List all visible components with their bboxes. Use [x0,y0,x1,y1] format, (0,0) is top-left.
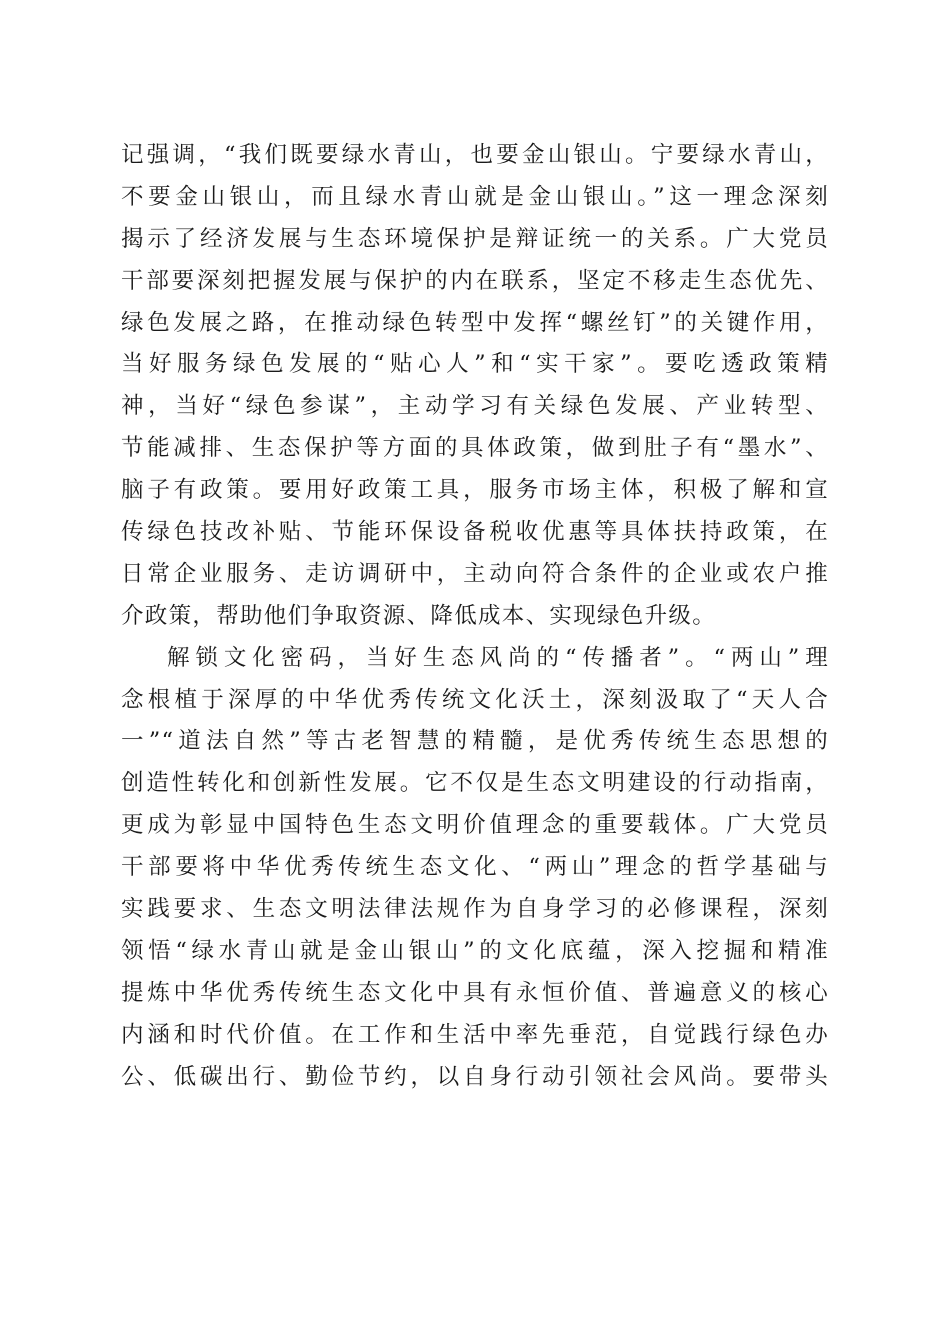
text-line: 更成为彰显中国特色生态文明价值理念的重要载体。广大党员 [121,812,829,839]
text-line: 介政策，帮助他们争取资源、降低成本、实现绿色升级。 [121,602,717,629]
text-line: 实践要求、生态文明法律法规作为自身学习的必修课程，深刻 [121,896,829,923]
text-line: 节能减排、生态保护等方面的具体政策，做到肚子有“墨水”、 [121,435,829,462]
text-line: 绿色发展之路，在推动绿色转型中发挥“螺丝钉”的关键作用， [121,309,829,336]
text-line: 解锁文化密码，当好生态风尚的“传播者”。“两山”理 [167,644,829,671]
text-line: 内涵和时代价值。在工作和生活中率先垂范，自觉践行绿色办 [121,1021,829,1048]
text-line: 提炼中华优秀传统生态文化中具有永恒价值、普遍意义的核心 [121,979,829,1006]
text-line: 记强调，“我们既要绿水青山，也要金山银山。宁要绿水青山， [121,142,829,168]
text-line: 念根植于深厚的中华优秀传统文化沃土，深刻汲取了“天人合 [121,686,829,713]
text-line: 日常企业服务、走访调研中，主动向符合条件的企业或农户推 [121,560,829,587]
text-line: 神，当好“绿色参谋”，主动学习有关绿色发展、产业转型、 [121,393,829,420]
text-line: 干部要将中华优秀传统生态文化、“两山”理念的哲学基础与 [121,854,829,881]
text-line: 脑子有政策。要用好政策工具，服务市场主体，积极了解和宣 [121,477,829,504]
text-line: 传绿色技改补贴、节能环保设备税收优惠等具体扶持政策，在 [121,519,829,546]
text-line: 当好服务绿色发展的“贴心人”和“实干家”。要吃透政策精 [121,351,829,378]
text-line: 公、低碳出行、勤俭节约，以自身行动引领社会风尚。要带头 [121,1063,829,1090]
text-line: 创造性转化和创新性发展。它不仅是生态文明建设的行动指南， [121,770,829,797]
text-line: 一”“道法自然”等古老智慧的精髓，是优秀传统生态思想的 [121,728,829,755]
paragraph-2 [121,638,829,1099]
paragraph-1 [121,135,829,638]
text-line: 揭示了经济发展与生态环境保护是辩证统一的关系。广大党员 [121,225,829,252]
document-body [121,135,829,1098]
text-line: 领悟“绿水青山就是金山银山”的文化底蕴，深入挖掘和精准 [121,937,829,964]
text-line: 干部要深刻把握发展与保护的内在联系，坚定不移走生态优先、 [121,267,829,294]
text-line: 不要金山银山，而且绿水青山就是金山银山。”这一理念深刻 [121,183,829,210]
